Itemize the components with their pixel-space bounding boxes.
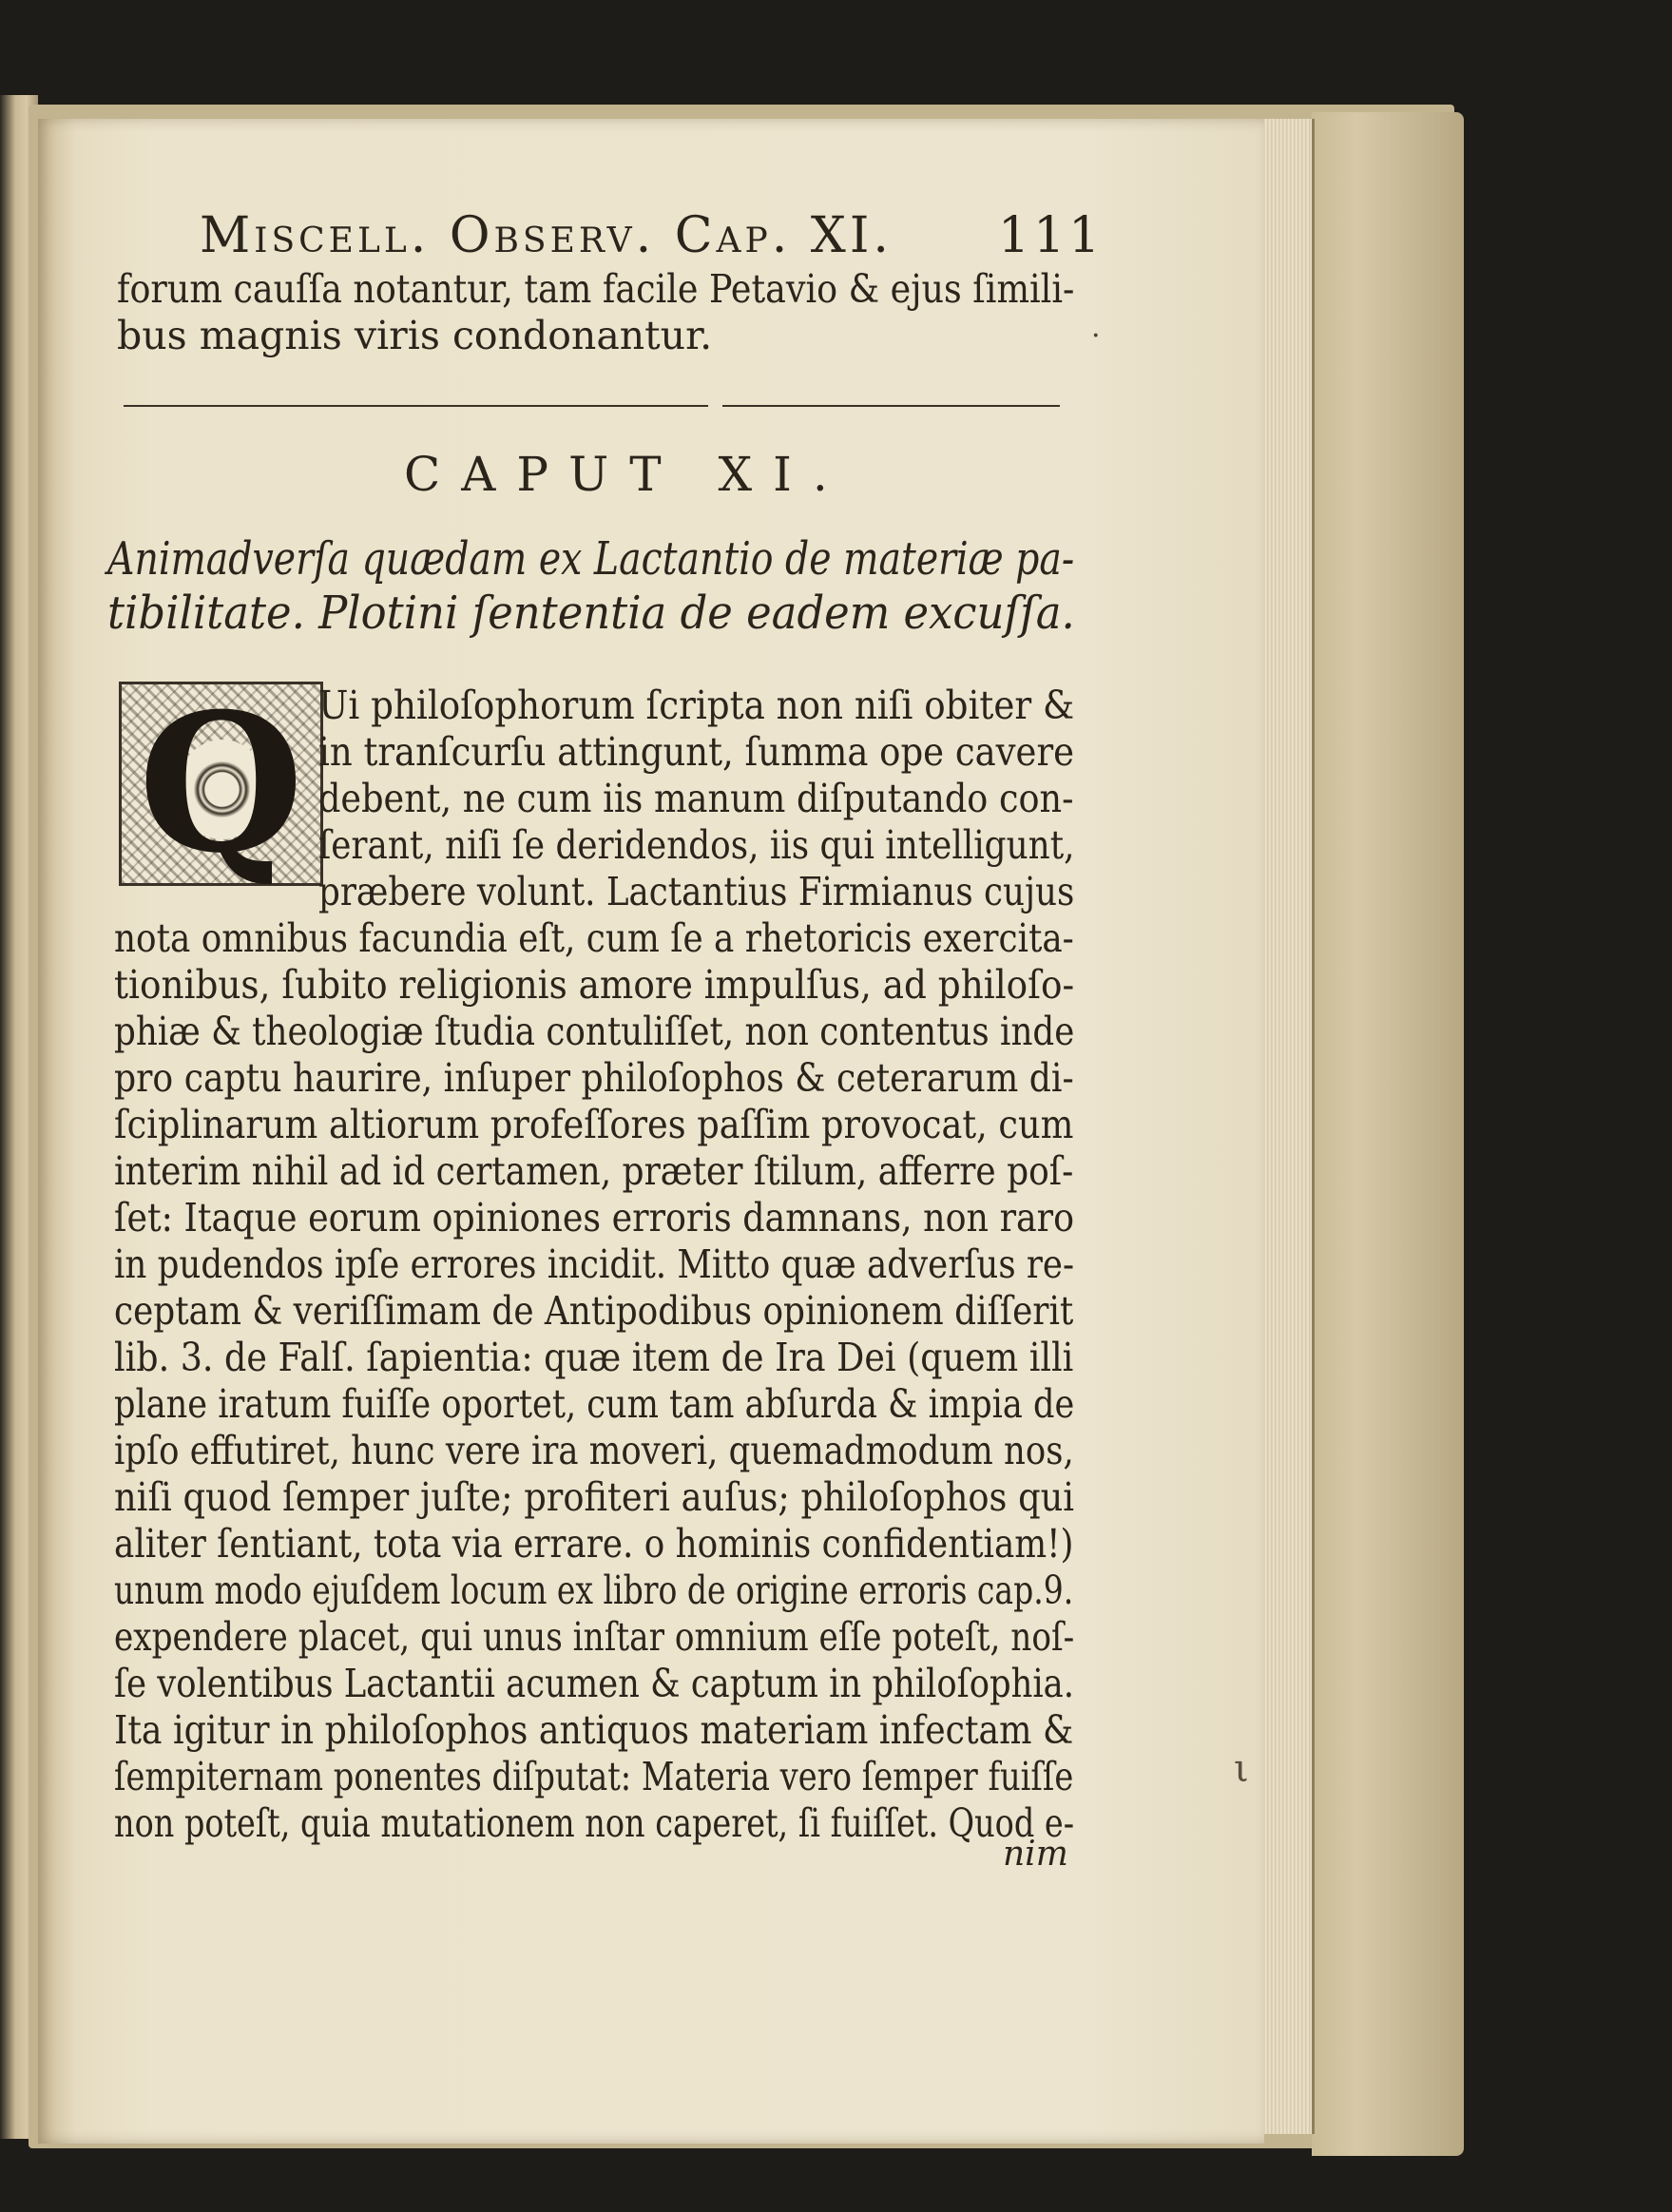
section-rule-left (124, 405, 708, 407)
body-line: interim nihil ad id certamen, præter ſtilum, afferre poſ- (114, 1148, 1074, 1194)
drop-cap-initial (119, 671, 323, 895)
body-line: plane iratum fuiſſe oportet, cum tam abſurda & impia de (114, 1381, 1075, 1427)
body-line: tionibus, ſubito religionis amore impulſus, ad philoſo- (114, 962, 1075, 1008)
body-line: lib. 3. de Falſ. ſapientia: quæ item de Ira Dei (quem illi (114, 1335, 1074, 1380)
carryover-line: forum cauſſa notantur, tam facile Petavio & ejus ſimili- (117, 266, 1075, 312)
page-number: 111 (998, 207, 1105, 264)
body-line: ceptam & veriſſimam de Antipodibus opinionem diſſerit (114, 1288, 1074, 1334)
chapter-title: CAPUT XI. (404, 447, 849, 502)
body-line: Ita igitur in philoſophos antiquos materiam infectam & (114, 1707, 1074, 1753)
body-line: niſi quod ſemper juſte; profiteri auſus; philoſophos qui (114, 1474, 1075, 1520)
section-rule-right (722, 405, 1060, 407)
catchword: nim (1003, 1835, 1068, 1874)
margin-mark-top: · (1091, 319, 1101, 353)
body-line: ipſo effutiret, hunc vere ira moveri, quemadmodum nos, (114, 1428, 1074, 1473)
body-line: non poteſt, quia mutationem non caperet, ſi fuiſſet. Quod e- (114, 1800, 1075, 1846)
drop-cap-letter: Q (138, 671, 304, 895)
body-line: in pudendos ipſe errores incidit. Mitto quæ adverſus re- (114, 1241, 1075, 1287)
chapter-heading-line-1: Animadverſa quædam ex Lactantio de materiæ pa- (107, 532, 1075, 586)
running-head-title: Miscell. Observ. Cap. XI. (200, 207, 893, 264)
body-line: ſet: Itaque eorum opiniones erroris damnans, non raro (114, 1195, 1075, 1241)
body-line: ſciplinarum altiorum profeſſores paſſim provocat, cum (114, 1102, 1074, 1147)
body-line: ſe volentibus Lactantii acumen & captum in philoſophia. (114, 1661, 1074, 1706)
body-line: unum modo ejuſdem locum ex libro de origine erroris cap.9. (114, 1568, 1074, 1613)
running-head (200, 207, 1105, 264)
first-paragraph-line: debent, ne cum iis manum diſputando con- (318, 776, 1074, 821)
margin-mark: ι (1234, 1747, 1249, 1791)
body-line: nota omnibus facundia eſt, cum ſe a rhetoricis exercita- (114, 915, 1074, 961)
first-paragraph-line: Ui philoſophorum ſcripta non niſi obiter & (318, 683, 1075, 728)
body-line: expendere placet, qui unus inſtar omnium eſſe poteſt, noſ- (114, 1614, 1075, 1660)
body-line: aliter ſentiant, tota via errare. o hominis confidentiam!) (114, 1521, 1074, 1567)
body-line: ſempiternam ponentes diſputat: Materia vero ſemper fuiſſe (114, 1754, 1074, 1799)
book-cover-right (1312, 112, 1464, 2156)
carryover-line: bus magnis viris condonantur. (117, 313, 713, 358)
body-line: pro captu haurire, inſuper philoſophos & ceterarum di- (114, 1055, 1074, 1101)
first-paragraph-line: præbere volunt. Lactantius Firmianus cujus (318, 869, 1075, 914)
first-paragraph-line: in tranſcurſu attingunt, ſumma ope cavere (318, 729, 1075, 775)
body-line: phiæ & theologiæ ſtudia contuliſſet, non contentus inde (114, 1009, 1075, 1054)
first-paragraph-line: ſerant, niſi ſe deridendos, iis qui intelligunt, (318, 822, 1075, 868)
chapter-heading-line-2: tibilitate. Plotini ſententia de eadem excuſſa. (107, 587, 1075, 640)
